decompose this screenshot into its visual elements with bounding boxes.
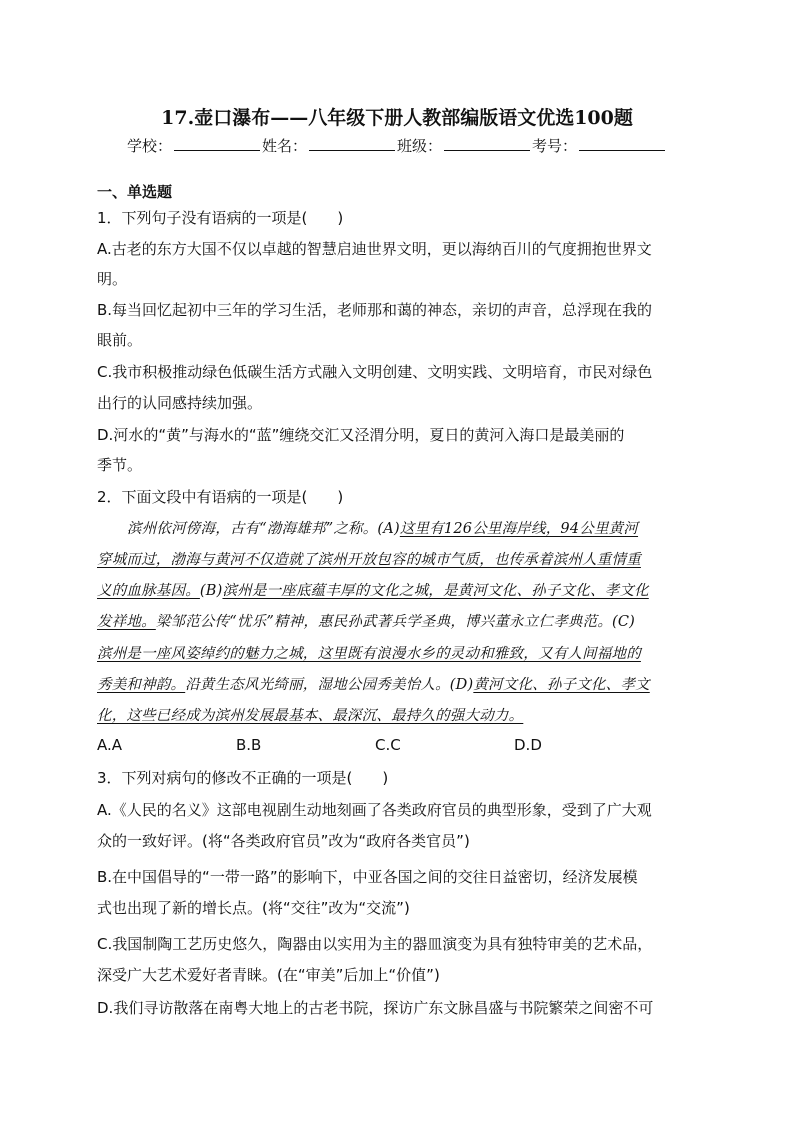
q1-option-d-line1: D.河水的“黄”与海水的“蓝”缠绕交汇又泾渭分明，夏日的黄河入海口是最美丽的 <box>97 426 625 444</box>
q3-option-a-line2: 众的一致好评。(将“各类政府官员”改为“政府各类官员”) <box>97 832 470 850</box>
name-blank[interactable] <box>309 138 395 151</box>
q2-passage-line3: 义的血脉基因。(B)滨州是一座底蕴丰厚的文化之城，是黄河文化、孙子文化、孝文化 <box>97 583 649 599</box>
q1-option-a-line1: A.古老的东方大国不仅以卓越的智慧启迪世界文明，更以海纳百川的气度拥抱世界文 <box>97 240 652 258</box>
q2-passage-line2: 穿城而过，渤海与黄河不仅造就了滨州开放包容的城市气质，也传承着滨州人重情重 <box>97 552 641 568</box>
q3-option-b-line1: B.在中国倡导的“一带一路”的影响下，中亚各国之间的交往日益密切，经济发展模 <box>97 868 638 886</box>
number-label: 考号： <box>532 137 578 155</box>
q1-option-a-line2: 明。 <box>97 270 128 288</box>
q3-option-d-line1: D.我们寻访散落在南粤大地上的古老书院，探访广东文脉昌盛与书院繁荣之间密不可 <box>97 999 654 1017</box>
q2-option-a: A.A <box>97 736 123 754</box>
page-title: 17.壶口瀑布——八年级下册人教部编版语文优选100题 <box>161 107 633 129</box>
q1-option-b-line1: B.每当回忆起初中三年的学习生活，老师那和蔼的神态，亲切的声音，总浮现在我的 <box>97 301 653 319</box>
q1-option-c-line2: 出行的认同感持续加强。 <box>97 394 263 412</box>
name-label: 姓名： <box>261 137 307 155</box>
school-label: 学校： <box>126 137 172 155</box>
q2-passage-line4: 发祥地。梁邹范公传“忧乐”精神，惠民孙武著兵学圣典，博兴董永立仁孝典范。(C) <box>97 614 636 630</box>
q1-stem: 1．下列句子没有语病的一项是( ) <box>97 209 344 227</box>
q1-option-c-line1: C.我市积极推动绿色低碳生活方式融入文明创建、文明实践、文明培育，市民对绿色 <box>97 363 653 381</box>
school-blank[interactable] <box>174 138 260 151</box>
q2-passage-line1: 滨州依河傍海，古有“渤海雄邦”之称。(A)这里有126公里海岸线，94公里黄河 <box>127 521 639 537</box>
q3-stem: 3．下列对病句的修改不正确的一项是( ) <box>97 769 389 787</box>
number-blank[interactable] <box>579 138 665 151</box>
q2-options-row <box>97 736 707 754</box>
q2-option-c: C.C <box>375 736 401 754</box>
student-info-row <box>0 135 794 156</box>
q2-passage-line6: 秀美和神韵。沿黄生态风光绮丽，湿地公园秀美怡人。(D)黄河文化、孙子文化、孝文 <box>97 677 650 693</box>
q3-option-b-line2: 式也出现了新的增长点。(将“交往”改为“交流”) <box>97 899 410 917</box>
q3-option-a-line1: A.《人民的名义》这部电视剧生动地刻画了各类政府官员的典型形象，受到了广大观 <box>97 801 652 819</box>
q2-option-b: B.B <box>236 736 262 754</box>
q3-option-c-line1: C.我国制陶工艺历史悠久，陶器由以实用为主的器皿演变为具有独特审美的艺术品， <box>97 935 653 953</box>
q1-option-d-line2: 季节。 <box>97 456 143 474</box>
class-blank[interactable] <box>444 138 530 151</box>
q2-option-d: D.D <box>514 736 542 754</box>
q2-passage-line5: 滨州是一座风姿绰约的魅力之城，这里既有浪漫水乡的灵动和雅致，又有人间福地的 <box>97 646 641 662</box>
q2-passage-line7: 化，这些已经成为滨州发展最基本、最深沉、最持久的强大动力。 <box>97 708 524 724</box>
section-heading: 一、单选题 <box>97 183 173 201</box>
q2-stem: 2．下面文段中有语病的一项是( ) <box>97 488 344 506</box>
q1-option-b-line2: 眼前。 <box>97 331 143 349</box>
class-label: 班级： <box>397 137 443 155</box>
q3-option-c-line2: 深受广大艺术爱好者青睐。(在“审美”后加上“价值”) <box>97 966 440 984</box>
